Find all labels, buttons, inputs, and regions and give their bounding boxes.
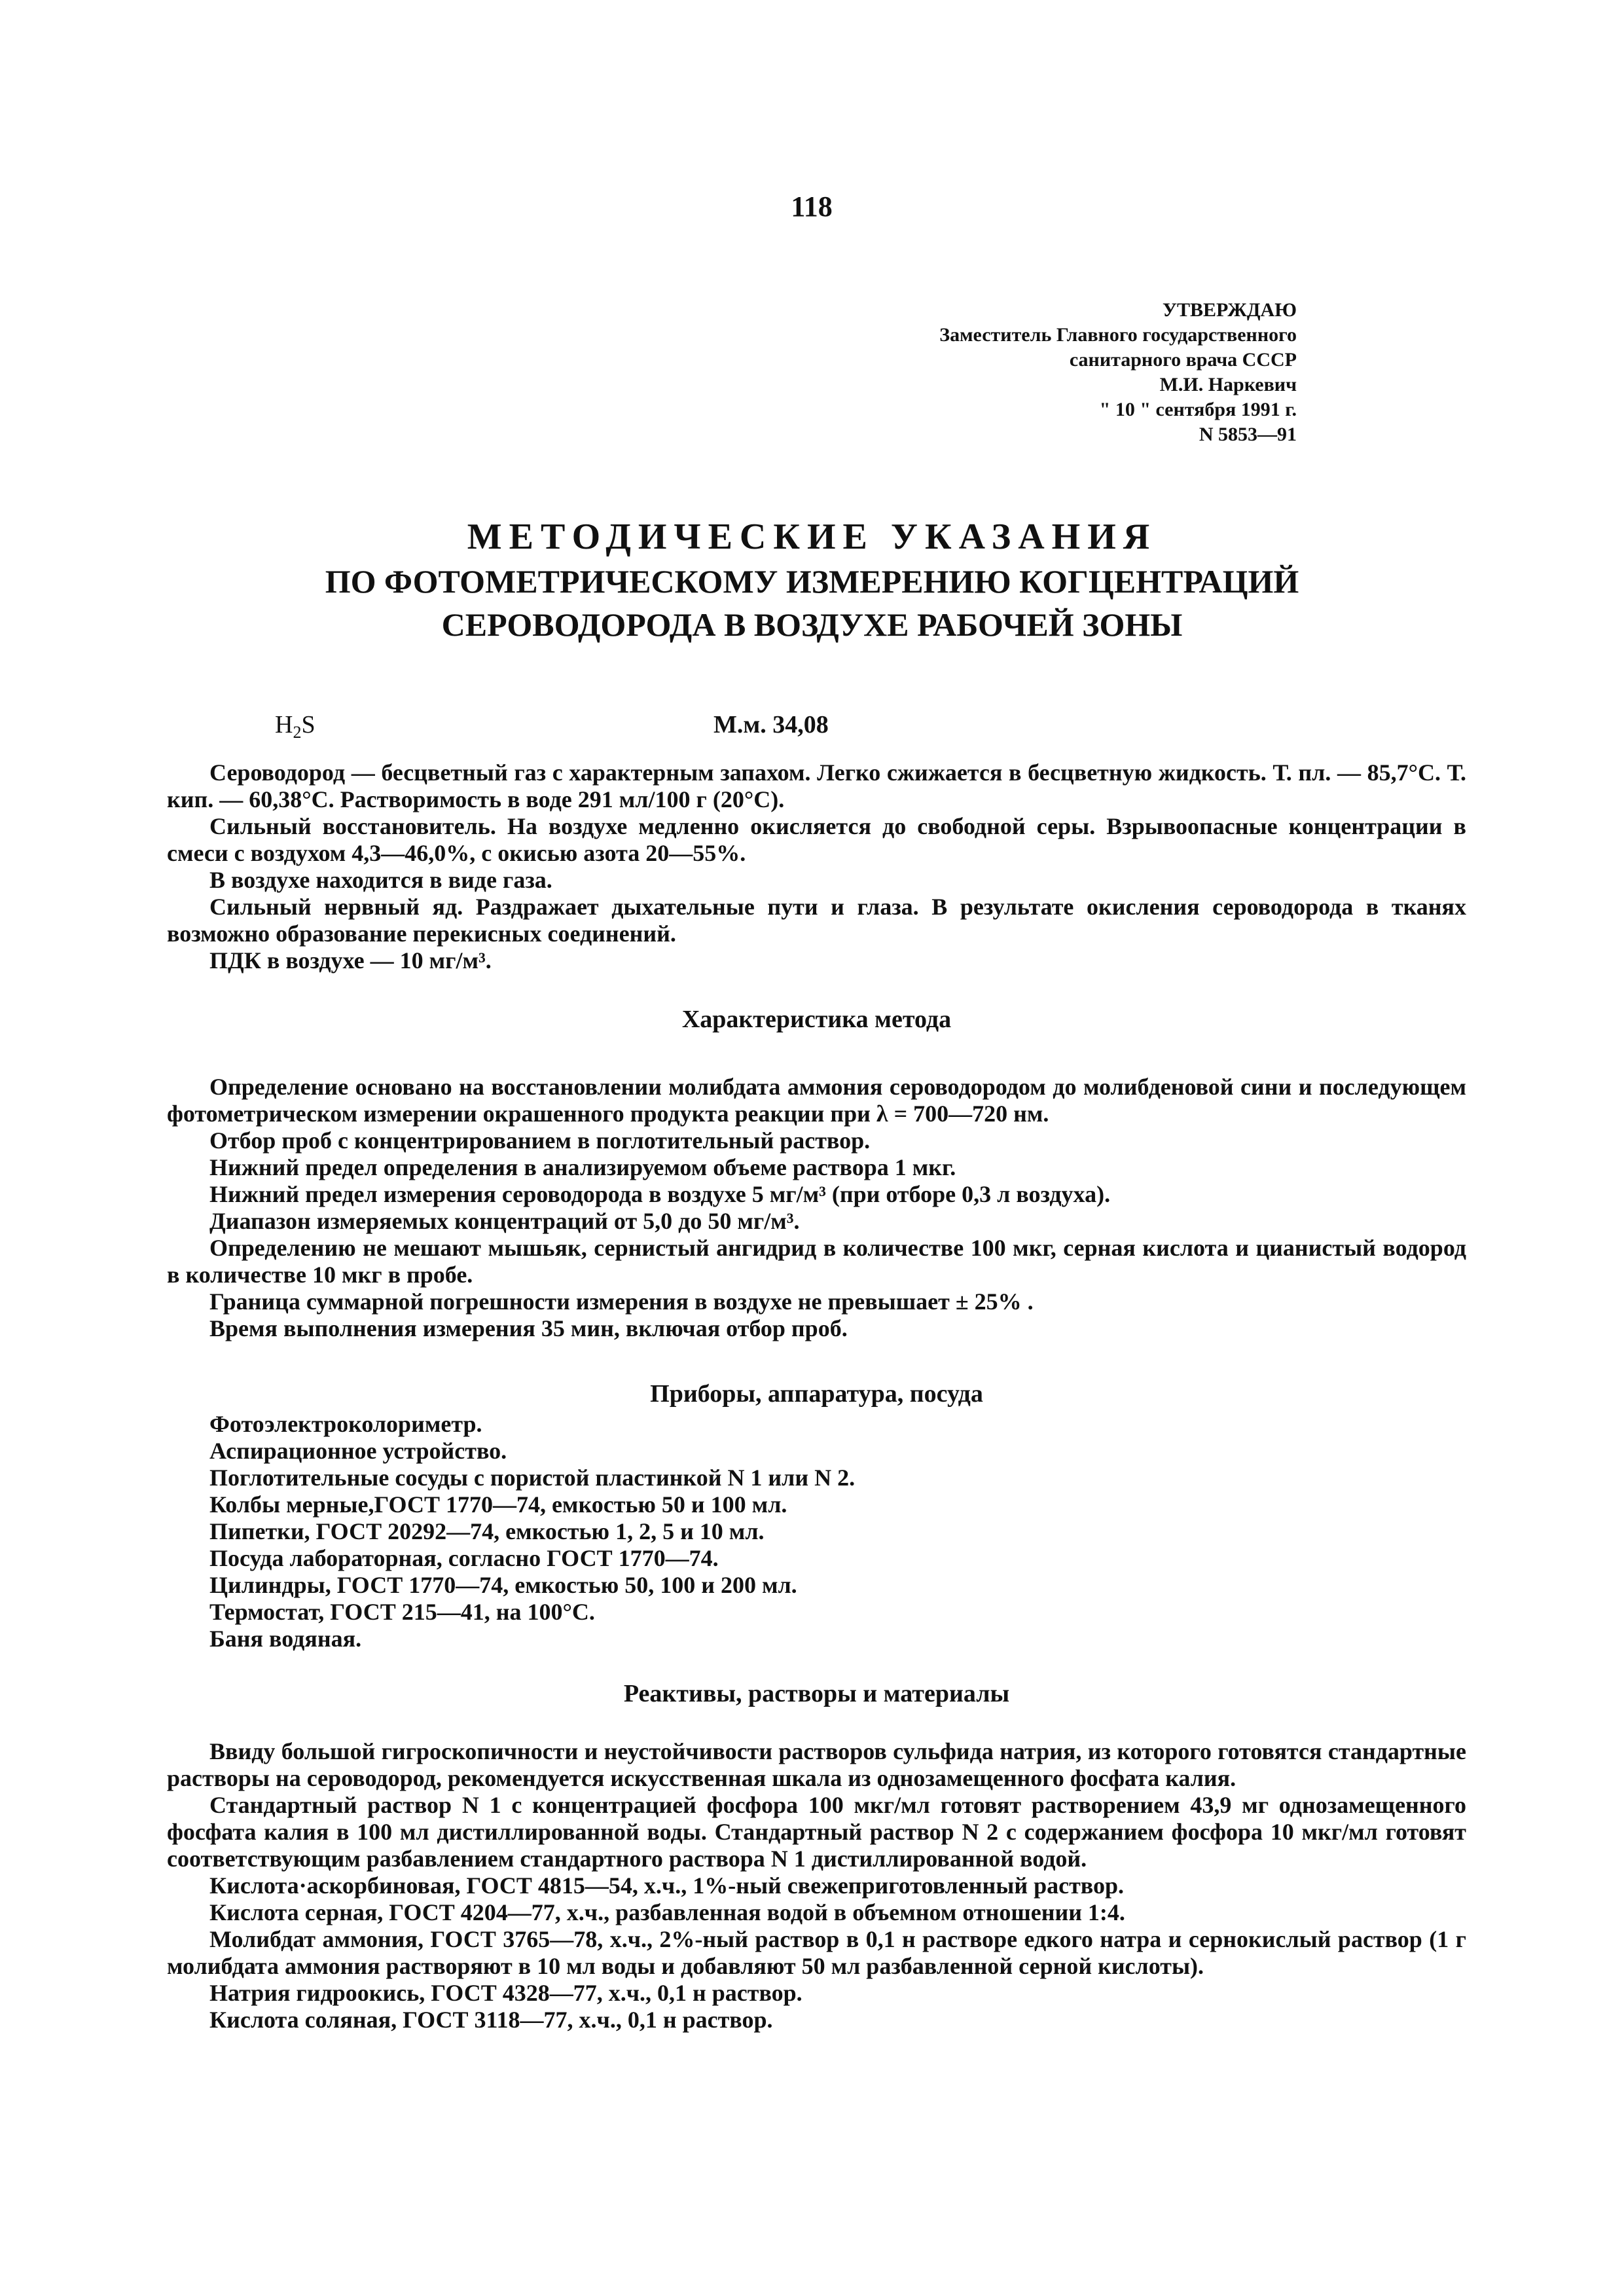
reagents-paragraph: Кислота·аскорбиновая, ГОСТ 4815—54, х.ч., 1%-ный свежеприготовленный раствор. <box>209 1872 1124 1899</box>
method-paragraph: Диапазон измеряемых концентраций от 5,0 до 50 мг/м³. <box>209 1208 800 1234</box>
equipment-section <box>167 1411 1466 1652</box>
reagents-paragraph: Натрия гидроокись, ГОСТ 4328—77, х.ч., 0,1 н раствор. <box>209 1980 803 2006</box>
formula-h: H <box>275 711 293 738</box>
intro-paragraph-1: Сероводород — бесцветный газ с характерным запахом. Легко сжижается в бесцветную жидкость. Т. пл. — 85,7°С. Т. кип. — 60,38°С. Растворимость в воде 291 мл/100 г (20°С). <box>167 759 1466 812</box>
method-paragraph: Время выполнения измерения 35 мин, включая отбор проб. <box>209 1315 848 1341</box>
approval-date: " 10 " сентября 1991 г. <box>1099 399 1297 420</box>
method-paragraph: Определение основано на восстановлении молибдата аммония сероводородом до молибденовой сини и последующем фотометрическом измерении окрашенного продукта реакции при λ = 700—720 нм. <box>167 1074 1466 1127</box>
title-line-1: МЕТОДИЧЕСКИЕ УКАЗАНИЯ <box>467 517 1157 557</box>
approval-number: N 5853—91 <box>1199 424 1297 445</box>
title-line-2: ПО ФОТОМЕТРИЧЕСКОМУ ИЗМЕРЕНИЮ КОГЦЕНТРАЦИЙ <box>325 563 1299 600</box>
equipment-item: Цилиндры, ГОСТ 1770—74, емкостью 50, 100 и 200 мл. <box>209 1572 797 1598</box>
formula-subscript: 2 <box>293 723 302 742</box>
method-heading: Характеристика метода <box>681 1006 952 1033</box>
reagents-paragraph: Кислота серная, ГОСТ 4204—77, х.ч., разбавленная водой в объемном отношении 1:4. <box>209 1899 1125 1925</box>
method-paragraph: Определению не мешают мышьяк, сернистый ангидрид в количестве 100 мкг, серная кислота и цианистый водород в количестве 10 мкг в пробе. <box>167 1235 1466 1288</box>
approval-title: УТВЕРЖДАЮ <box>1162 299 1297 321</box>
title-line-3: СЕРОВОДОРОДА В ВОЗДУХЕ РАБОЧЕЙ ЗОНЫ <box>441 606 1183 643</box>
method-paragraph: Нижний предел измерения сероводорода в воздухе 5 мг/м³ (при отборе 0,3 л воздуха). <box>209 1181 1111 1207</box>
molar-mass: М.м. 34,08 <box>713 711 829 738</box>
intro-paragraph-3: В воздухе находится в виде газа. <box>209 867 552 893</box>
approval-name: М.И. Наркевич <box>1159 374 1297 395</box>
reagents-paragraph: Стандартный раствор N 1 с концентрацией фосфора 100 мкг/мл готовят растворением 43,9 мг однозамещенного фосфата калия в 100 мл дистиллированной воды. Стандартный раствор N 2 с содержанием фосфора 10 мкг/мл готовят соответствующим разбавлением стандартного раствора N 1 дистиллированной водой. <box>167 1792 1466 1872</box>
approval-block <box>939 298 1297 447</box>
method-section <box>167 1074 1466 1342</box>
chemical-formula <box>275 710 316 742</box>
reagents-section <box>167 1738 1466 2033</box>
equipment-item: Фотоэлектроколориметр. <box>209 1411 482 1437</box>
equipment-item: Колбы мерные,ГОСТ 1770—74, емкостью 50 и 100 мл. <box>209 1491 787 1518</box>
method-paragraph: Отбор проб с концентрированием в поглотительный раствор. <box>209 1127 871 1154</box>
intro-section <box>167 759 1466 974</box>
equipment-item: Термостат, ГОСТ 215—41, на 100°С. <box>209 1599 595 1625</box>
formula-s: S <box>301 711 316 738</box>
reagents-paragraph: Ввиду большой гигроскопичности и неустойчивости растворов сульфида натрия, из которого готовятся стандартные растворы на сероводород, рекомендуется искусственная шкала из однозамещенного фосфата калия. <box>167 1738 1466 1791</box>
reagents-paragraph: Кислота соляная, ГОСТ 3118—77, х.ч., 0,1 н раствор. <box>209 2007 773 2033</box>
equipment-item: Баня водяная. <box>209 1626 362 1652</box>
intro-paragraph-5: ПДК в воздухе — 10 мг/м³. <box>209 947 492 974</box>
equipment-item: Пипетки, ГОСТ 20292—74, емкостью 1, 2, 5 и 10 мл. <box>209 1518 765 1544</box>
formula-row <box>236 710 1218 750</box>
approval-position-line2: санитарного врача СССР <box>1069 349 1297 371</box>
approval-position-line1: Заместитель Главного государственного <box>939 324 1297 346</box>
method-paragraph: Граница суммарной погрешности измерения в воздухе не превышает ± 25% . <box>209 1288 1034 1315</box>
equipment-item: Поглотительные сосуды с пористой пластинкой N 1 или N 2. <box>209 1465 856 1491</box>
method-paragraph: Нижний предел определения в анализируемом объеме раствора 1 мкг. <box>209 1154 956 1180</box>
document-title <box>196 514 1428 646</box>
equipment-heading: Приборы, аппаратура, посуда <box>650 1380 983 1408</box>
intro-paragraph-4: Сильный нервный яд. Раздражает дыхательные пути и глаза. В результате окисления сероводорода в тканях возможно образование перекисных соединений. <box>167 894 1466 947</box>
reagents-heading: Реактивы, растворы и материалы <box>623 1680 1010 1707</box>
page-number: 118 <box>791 191 833 223</box>
reagents-paragraph: Молибдат аммония, ГОСТ 3765—78, х.ч., 2%-ный раствор в 0,1 н растворе едкого натра и сернокислый раствор (1 г молибдата аммония растворяют в 10 мл воды и добавляют 50 мл разбавленной серной кислоты). <box>167 1926 1466 1979</box>
equipment-item: Аспирационное устройство. <box>209 1438 507 1464</box>
intro-paragraph-2: Сильный восстановитель. На воздухе медленно окисляется до свободной серы. Взрывоопасные концентрации в смеси с воздухом 4,3—46,0%, с окисью азота 20—55%. <box>167 813 1466 866</box>
equipment-item: Посуда лабораторная, согласно ГОСТ 1770—74. <box>209 1545 719 1571</box>
